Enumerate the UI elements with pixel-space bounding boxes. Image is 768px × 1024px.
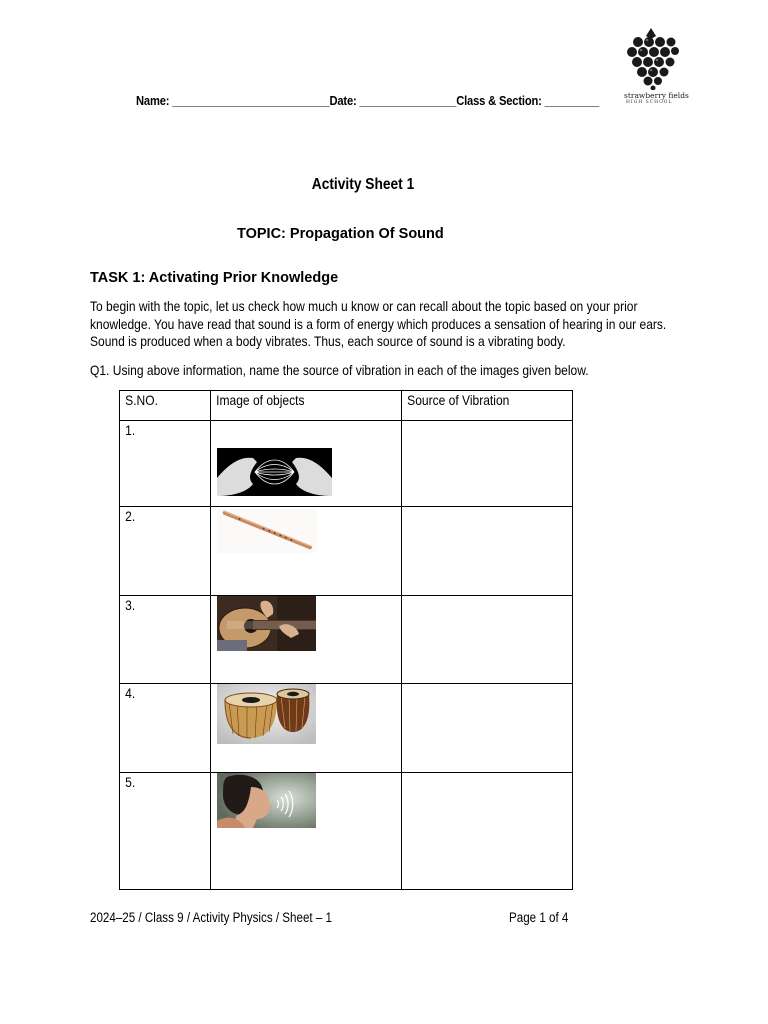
table-row (120, 421, 573, 507)
header-source: Source of Vibration (402, 391, 573, 421)
class-section-field[interactable]: _________ (544, 93, 600, 108)
answer-cell[interactable] (402, 596, 573, 684)
logo-subtext: HIGH SCHOOL (626, 100, 673, 105)
row-number: 1. (120, 421, 211, 507)
table-row (120, 596, 573, 684)
date-label: Date: (329, 93, 360, 108)
answer-cell[interactable] (402, 684, 573, 773)
table-header-row (120, 391, 573, 421)
answer-cell[interactable] (402, 507, 573, 596)
table-row (120, 507, 573, 596)
logo-text: strawberry fields (624, 91, 689, 100)
school-logo (620, 28, 689, 110)
footer-course-info: 2024–25 / Class 9 / Activity Physics / Sheet – 1 (90, 910, 333, 925)
header-sno: S.NO. (120, 391, 211, 421)
image-cell (211, 773, 402, 890)
footer-page-number: Page 1 of 4 (509, 910, 569, 925)
speaking-person-image (217, 773, 316, 833)
row-number: 3. (120, 596, 211, 684)
task-heading: TASK 1: Activating Prior Knowledge (90, 270, 339, 286)
page-title: Activity Sheet 1 (311, 176, 415, 193)
table-row (120, 684, 573, 773)
row-number: 4. (120, 684, 211, 773)
student-info-line (136, 93, 599, 108)
row-number: 5. (120, 773, 211, 890)
image-cell (211, 596, 402, 684)
header-image: Image of objects (211, 391, 402, 421)
class-section-label: Class & Section: (456, 93, 545, 108)
date-field[interactable]: ________________ (359, 93, 457, 108)
name-field[interactable]: __________________________ (172, 93, 330, 108)
topic-heading: TOPIC: Propagation Of Sound (237, 226, 444, 242)
tabla-image (217, 684, 316, 749)
answer-cell[interactable] (402, 773, 573, 890)
guitar-image (217, 596, 316, 656)
grape-cluster-icon (620, 28, 682, 90)
image-cell (211, 684, 402, 773)
answer-cell[interactable] (402, 421, 573, 507)
row-number: 2. (120, 507, 211, 596)
name-label: Name: (136, 93, 173, 108)
image-cell (211, 421, 402, 507)
vibration-table (119, 390, 573, 890)
image-cell (211, 507, 402, 596)
flute-image (217, 509, 317, 558)
question-1: Q1. Using above information, name the source of vibration in each of the images given below. (90, 362, 589, 378)
table-row (120, 773, 573, 890)
vibrating-hands-image (217, 448, 332, 501)
intro-paragraph: To begin with the topic, let us check how much u know or can recall about the topic based on your prior knowledge. You have read that sound is a form of energy which produces a sensation of hearing in our ears. Sound is produced when a body vibrates. Thus, each source of sound is a vibrating body. (90, 298, 667, 349)
